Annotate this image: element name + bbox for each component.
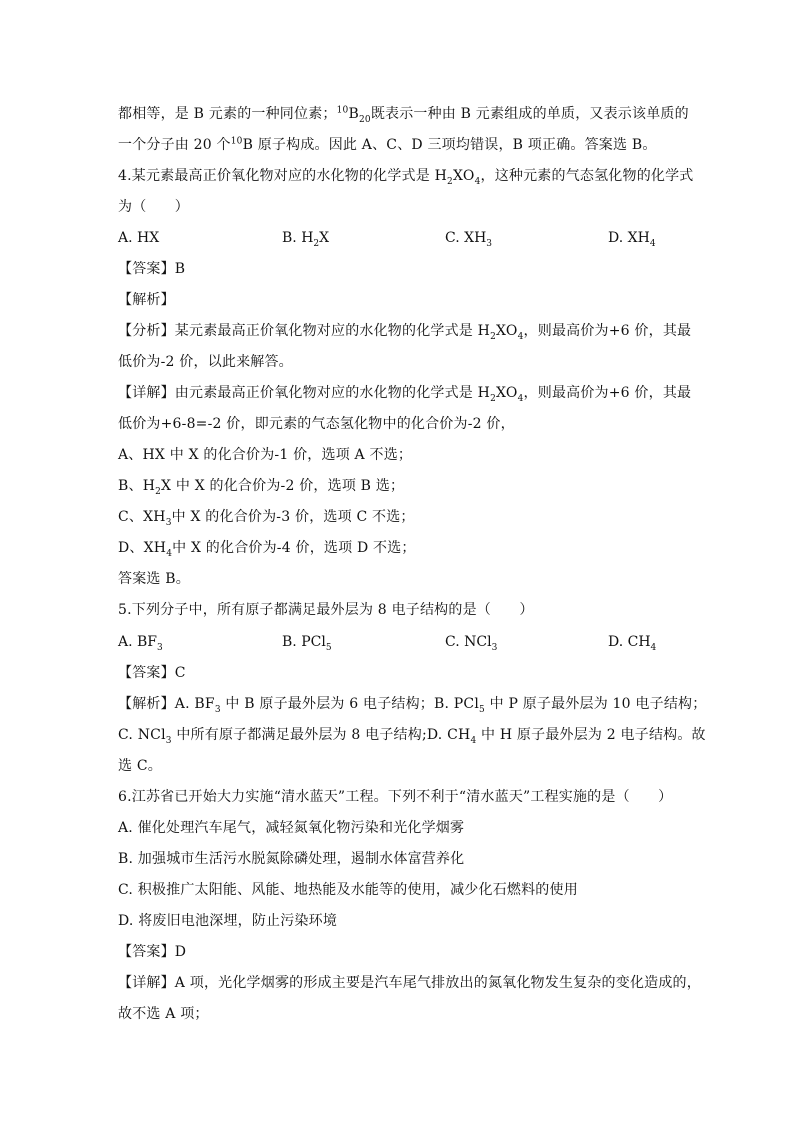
- question-5-analysis: C. NCl$_3$ 中所有原子都满足最外层为 8 电子结构;D. $CH_4$ 中 H 原子最外层为 2 电子结构。故: [118, 727, 706, 746]
- question-6-option-b: B. 加强城市生活污水脱氮除磷处理，遏制水体富营养化: [118, 851, 465, 867]
- question-4-option-c: C. $XH_3$: [445, 230, 493, 249]
- question-4-stem: 为（ ）: [118, 199, 189, 215]
- question-4-detail-c: C、$XH_3$中 X 的化合价为-3 价，选项 C 不选；: [118, 509, 415, 528]
- paragraph-line: 都相等，是 B 元素的一种同位素；$^{10}B_{20}$既表示一种由 B 元素组成的单质，又表示该单质的: [118, 105, 689, 125]
- question-4-option-a: A. HX: [118, 230, 160, 246]
- question-6-detail: 故不选 A 项；: [118, 1006, 209, 1022]
- question-6-stem: 6.江苏省已开始大力实施“清水蓝天”工程。下列不利于“清水蓝天”工程实施的是（ ）: [118, 789, 673, 805]
- question-5-option-d: D. $CH_4$: [608, 634, 657, 653]
- question-5-stem: 5.下列分子中，所有原子都满足最外层为 8 电子结构的是（ ）: [118, 602, 534, 618]
- question-4-stem: 4.某元素最高正价氧化物对应的水化物的化学式是 $H_2XO_4$，这种元素的气态氢化物的化学式: [118, 168, 694, 187]
- question-4-detail: 低价为+6-8=-2 价，即元素的气态氢化物中的化合价为-2 价，: [118, 416, 515, 432]
- question-6-answer: 【答案】D: [118, 944, 187, 960]
- question-4-option-d: D. $XH_4$: [608, 230, 656, 249]
- question-5-option-b: B. PCl$_5$: [282, 634, 332, 653]
- question-5-option-c: C. NCl$_3$: [445, 634, 498, 653]
- question-5-answer: 【答案】C: [118, 665, 186, 681]
- question-4-analysis: 【分析】某元素最高正价氧化物对应的水化物的化学式是 $H_2XO_4$，则最高价为+6 价，其最: [118, 323, 692, 342]
- question-4-answer: 【答案】B: [118, 261, 186, 277]
- question-4-detail-b: B、$H_2X$ 中 X 的化合价为-2 价，选项 B 选；: [118, 478, 405, 497]
- question-6-option-a: A. 催化处理汽车尾气，减轻氮氧化物污染和光化学烟雾: [118, 820, 465, 836]
- question-4-option-b: B. $H_2X$: [282, 230, 330, 249]
- question-5-analysis: 选 C。: [118, 758, 162, 774]
- question-5-option-a: A. $BF_3$: [118, 634, 163, 653]
- question-6-option-d: D. 将废旧电池深埋，防止污染环境: [118, 913, 338, 929]
- question-4-analysis-title: 【解析】: [118, 292, 175, 308]
- question-4-detail-d: D、$XH_4$中 X 的化合价为-4 价，选项 D 不选；: [118, 540, 416, 559]
- question-6-option-c: C. 积极推广太阳能、风能、地热能及水能等的使用，减少化石燃料的使用: [118, 882, 578, 898]
- question-4-detail: 【详解】由元素最高正价氧化物对应的水化物的化学式是 $H_2XO_4$，则最高价为+6 价，其最: [118, 385, 692, 404]
- question-4-conclusion: 答案选 B。: [118, 571, 190, 587]
- question-4-analysis: 低价为-2 价，以此来解答。: [118, 354, 293, 370]
- question-5-analysis: 【解析】A. $BF_3$ 中 B 原子最外层为 6 电子结构；B. PCl$_5$ 中 P 原子最外层为 10 电子结构；: [118, 696, 707, 715]
- paragraph-line: 一个分子由 20 个$^{10}$B 原子构成。因此 A、C、D 三项均错误，B 项正确。答案选 B。: [118, 136, 657, 153]
- question-4-detail-a: A、HX 中 X 的化合价为-1 价，选项 A 不选；: [118, 447, 413, 463]
- question-6-detail: 【详解】A 项，光化学烟雾的形成主要是汽车尾气排放出的氮氧化物发生复杂的变化造成的，: [118, 975, 701, 991]
